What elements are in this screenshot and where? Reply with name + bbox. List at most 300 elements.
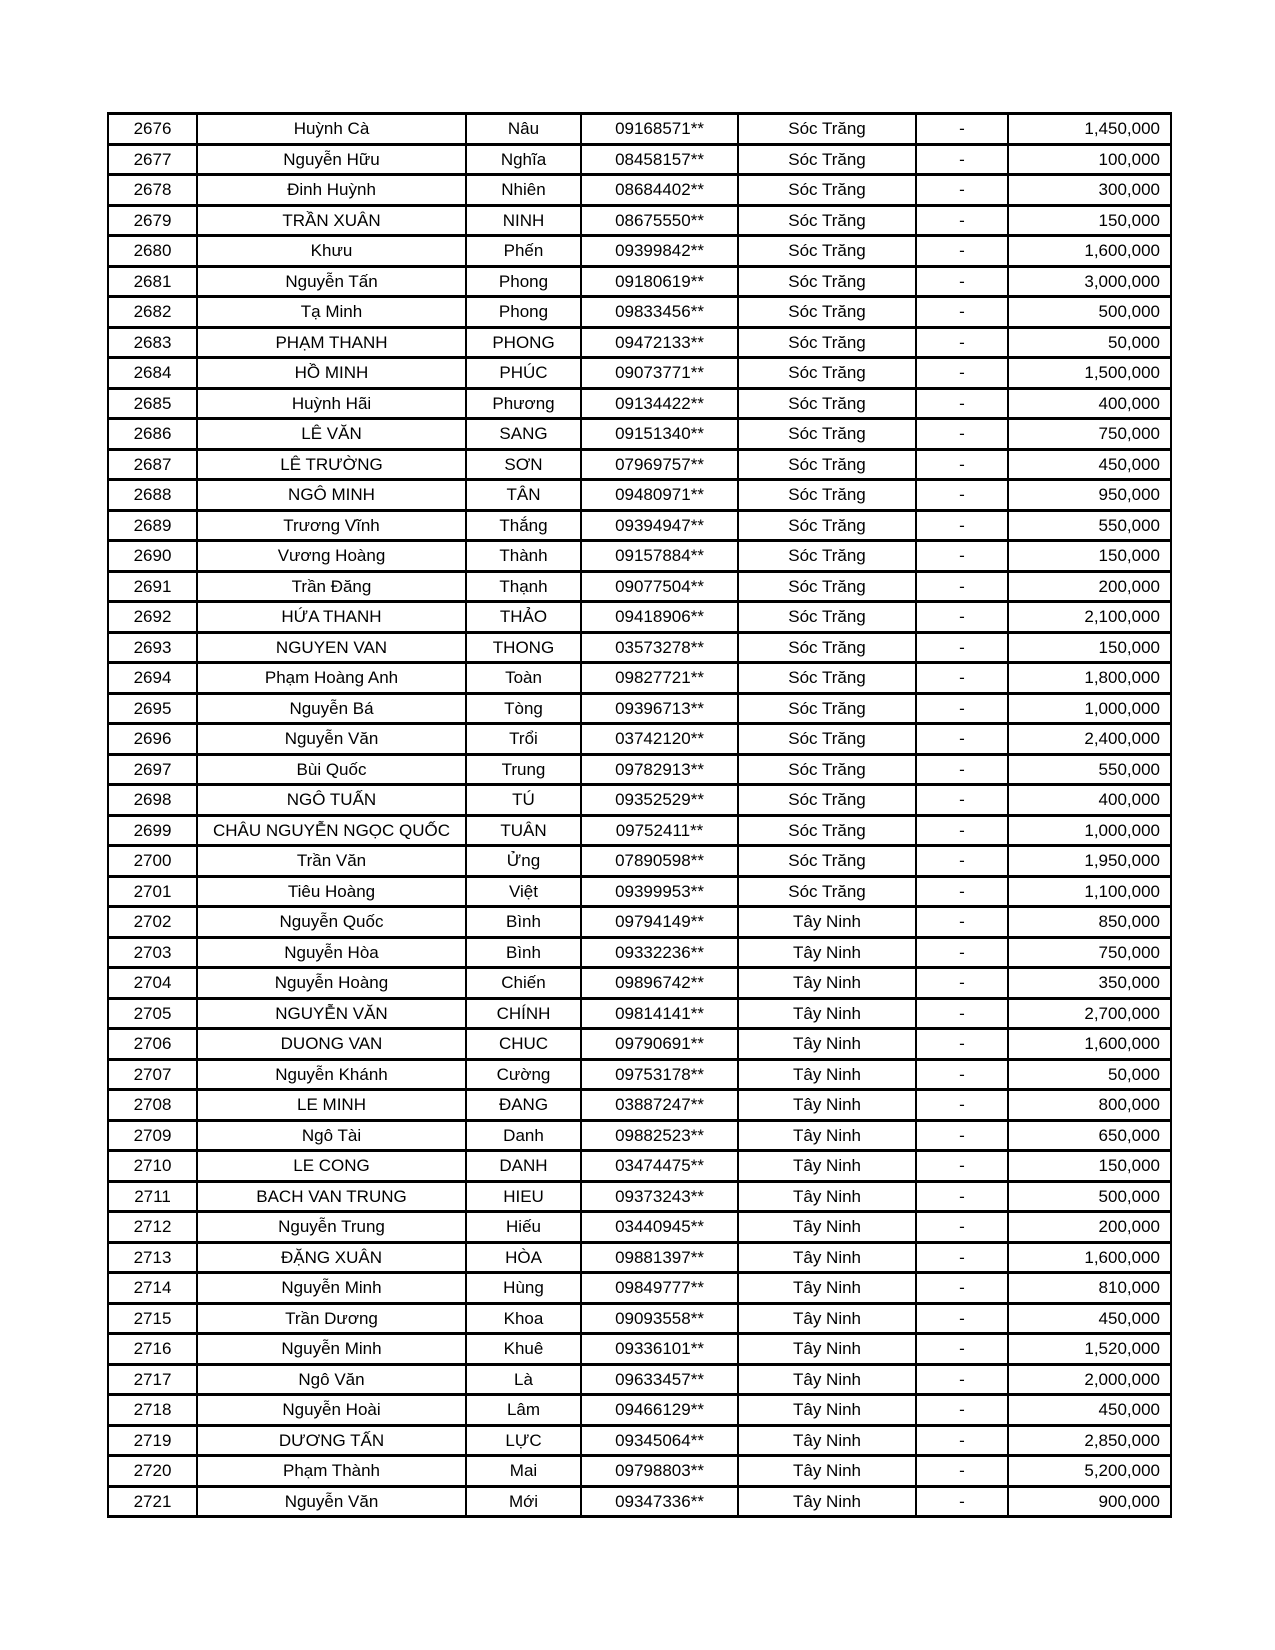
- cell-phone: 03440945**: [581, 1212, 738, 1243]
- table-row: [108, 114, 1171, 145]
- cell-dash: -: [916, 632, 1008, 663]
- table-row: [108, 266, 1171, 297]
- cell-amount: 150,000: [1008, 1151, 1171, 1182]
- cell-phone: 09345064**: [581, 1425, 738, 1456]
- cell-amount: 150,000: [1008, 541, 1171, 572]
- cell-row-number: 2721: [108, 1486, 197, 1517]
- cell-row-number: 2696: [108, 724, 197, 755]
- cell-province: Sóc Trăng: [738, 541, 916, 572]
- cell-amount: 150,000: [1008, 632, 1171, 663]
- cell-first-name: NINH: [466, 205, 581, 236]
- cell-phone: 09134422**: [581, 388, 738, 419]
- cell-last-name: Nguyễn Khánh: [197, 1059, 466, 1090]
- cell-amount: 400,000: [1008, 785, 1171, 816]
- cell-last-name: DƯƠNG TẤN: [197, 1425, 466, 1456]
- cell-amount: 650,000: [1008, 1120, 1171, 1151]
- cell-phone: 09399842**: [581, 236, 738, 267]
- cell-province: Tây Ninh: [738, 1425, 916, 1456]
- cell-dash: -: [916, 1120, 1008, 1151]
- cell-amount: 50,000: [1008, 1059, 1171, 1090]
- cell-row-number: 2709: [108, 1120, 197, 1151]
- cell-last-name: LÊ VĂN: [197, 419, 466, 450]
- cell-first-name: PHÚC: [466, 358, 581, 389]
- table-row: [108, 205, 1171, 236]
- cell-last-name: NGÔ TUẤN: [197, 785, 466, 816]
- cell-province: Tây Ninh: [738, 968, 916, 999]
- table-row: [108, 175, 1171, 206]
- cell-dash: -: [916, 724, 1008, 755]
- cell-amount: 2,850,000: [1008, 1425, 1171, 1456]
- cell-last-name: TRẦN XUÂN: [197, 205, 466, 236]
- cell-province: Sóc Trăng: [738, 388, 916, 419]
- cell-dash: -: [916, 968, 1008, 999]
- cell-row-number: 2704: [108, 968, 197, 999]
- cell-amount: 3,000,000: [1008, 266, 1171, 297]
- cell-province: Sóc Trăng: [738, 663, 916, 694]
- donor-table: [107, 112, 1172, 1518]
- cell-row-number: 2688: [108, 480, 197, 511]
- cell-first-name: Phong: [466, 297, 581, 328]
- cell-amount: 350,000: [1008, 968, 1171, 999]
- cell-dash: -: [916, 541, 1008, 572]
- cell-amount: 450,000: [1008, 1395, 1171, 1426]
- cell-row-number: 2720: [108, 1456, 197, 1487]
- table-row: [108, 907, 1171, 938]
- table-row: [108, 876, 1171, 907]
- cell-dash: -: [916, 1486, 1008, 1517]
- cell-last-name: NGUYỄN VĂN: [197, 998, 466, 1029]
- cell-first-name: Tòng: [466, 693, 581, 724]
- cell-row-number: 2693: [108, 632, 197, 663]
- cell-phone: 09814141**: [581, 998, 738, 1029]
- cell-last-name: Tiêu Hoàng: [197, 876, 466, 907]
- cell-row-number: 2708: [108, 1090, 197, 1121]
- cell-last-name: LÊ TRƯỜNG: [197, 449, 466, 480]
- cell-first-name: CHUC: [466, 1029, 581, 1060]
- cell-amount: 100,000: [1008, 144, 1171, 175]
- cell-province: Sóc Trăng: [738, 419, 916, 450]
- cell-row-number: 2702: [108, 907, 197, 938]
- cell-first-name: Phương: [466, 388, 581, 419]
- cell-first-name: LỰC: [466, 1425, 581, 1456]
- cell-first-name: TÂN: [466, 480, 581, 511]
- cell-first-name: TUÂN: [466, 815, 581, 846]
- table-row: [108, 327, 1171, 358]
- cell-phone: 09151340**: [581, 419, 738, 450]
- cell-row-number: 2689: [108, 510, 197, 541]
- cell-province: Tây Ninh: [738, 1090, 916, 1121]
- cell-last-name: Phạm Thành: [197, 1456, 466, 1487]
- cell-last-name: Nguyễn Văn: [197, 1486, 466, 1517]
- cell-dash: -: [916, 1364, 1008, 1395]
- cell-first-name: Nghĩa: [466, 144, 581, 175]
- cell-amount: 1,800,000: [1008, 663, 1171, 694]
- cell-province: Sóc Trăng: [738, 510, 916, 541]
- cell-first-name: CHÍNH: [466, 998, 581, 1029]
- cell-amount: 500,000: [1008, 297, 1171, 328]
- cell-dash: -: [916, 1029, 1008, 1060]
- cell-province: Tây Ninh: [738, 1273, 916, 1304]
- cell-amount: 550,000: [1008, 754, 1171, 785]
- cell-row-number: 2685: [108, 388, 197, 419]
- cell-first-name: THONG: [466, 632, 581, 663]
- cell-amount: 950,000: [1008, 480, 1171, 511]
- table-row: [108, 1364, 1171, 1395]
- cell-first-name: HÒA: [466, 1242, 581, 1273]
- cell-last-name: HỨA THANH: [197, 602, 466, 633]
- cell-dash: -: [916, 663, 1008, 694]
- cell-phone: 09077504**: [581, 571, 738, 602]
- cell-amount: 1,600,000: [1008, 236, 1171, 267]
- cell-row-number: 2710: [108, 1151, 197, 1182]
- cell-amount: 500,000: [1008, 1181, 1171, 1212]
- cell-province: Sóc Trăng: [738, 815, 916, 846]
- cell-province: Sóc Trăng: [738, 327, 916, 358]
- cell-dash: -: [916, 907, 1008, 938]
- cell-province: Tây Ninh: [738, 1456, 916, 1487]
- cell-dash: -: [916, 1242, 1008, 1273]
- cell-dash: -: [916, 144, 1008, 175]
- cell-row-number: 2715: [108, 1303, 197, 1334]
- cell-amount: 200,000: [1008, 1212, 1171, 1243]
- cell-dash: -: [916, 266, 1008, 297]
- cell-phone: 09827721**: [581, 663, 738, 694]
- cell-dash: -: [916, 358, 1008, 389]
- cell-province: Tây Ninh: [738, 1029, 916, 1060]
- cell-dash: -: [916, 1059, 1008, 1090]
- cell-province: Tây Ninh: [738, 1181, 916, 1212]
- cell-amount: 1,500,000: [1008, 358, 1171, 389]
- cell-last-name: Nguyễn Văn: [197, 724, 466, 755]
- table-row: [108, 815, 1171, 846]
- cell-first-name: Bình: [466, 937, 581, 968]
- cell-last-name: Trương Vĩnh: [197, 510, 466, 541]
- cell-dash: -: [916, 449, 1008, 480]
- cell-phone: 09752411**: [581, 815, 738, 846]
- table-row: [108, 663, 1171, 694]
- cell-dash: -: [916, 1273, 1008, 1304]
- cell-phone: 09782913**: [581, 754, 738, 785]
- cell-row-number: 2699: [108, 815, 197, 846]
- cell-phone: 09798803**: [581, 1456, 738, 1487]
- cell-last-name: Nguyễn Hoài: [197, 1395, 466, 1426]
- table-row: [108, 724, 1171, 755]
- cell-last-name: Ngô Tài: [197, 1120, 466, 1151]
- cell-phone: 09168571**: [581, 114, 738, 145]
- cell-row-number: 2698: [108, 785, 197, 816]
- cell-phone: 09833456**: [581, 297, 738, 328]
- cell-dash: -: [916, 846, 1008, 877]
- cell-row-number: 2694: [108, 663, 197, 694]
- cell-dash: -: [916, 1090, 1008, 1121]
- cell-row-number: 2707: [108, 1059, 197, 1090]
- cell-amount: 1,000,000: [1008, 815, 1171, 846]
- cell-amount: 400,000: [1008, 388, 1171, 419]
- cell-phone: 09480971**: [581, 480, 738, 511]
- cell-first-name: Khuê: [466, 1334, 581, 1365]
- cell-province: Tây Ninh: [738, 1059, 916, 1090]
- cell-phone: 09336101**: [581, 1334, 738, 1365]
- cell-last-name: BACH VAN TRUNG: [197, 1181, 466, 1212]
- cell-last-name: NGÔ MINH: [197, 480, 466, 511]
- cell-row-number: 2701: [108, 876, 197, 907]
- cell-amount: 150,000: [1008, 205, 1171, 236]
- cell-phone: 03573278**: [581, 632, 738, 663]
- cell-row-number: 2677: [108, 144, 197, 175]
- cell-last-name: NGUYEN VAN: [197, 632, 466, 663]
- table-row: [108, 1486, 1171, 1517]
- table-row: [108, 510, 1171, 541]
- cell-last-name: Huỳnh Hãi: [197, 388, 466, 419]
- cell-amount: 810,000: [1008, 1273, 1171, 1304]
- cell-province: Tây Ninh: [738, 1212, 916, 1243]
- cell-province: Tây Ninh: [738, 1303, 916, 1334]
- cell-amount: 750,000: [1008, 937, 1171, 968]
- table-row: [108, 1181, 1171, 1212]
- cell-row-number: 2687: [108, 449, 197, 480]
- table-row: [108, 1090, 1171, 1121]
- cell-province: Sóc Trăng: [738, 175, 916, 206]
- cell-row-number: 2716: [108, 1334, 197, 1365]
- cell-dash: -: [916, 1334, 1008, 1365]
- table-row: [108, 1456, 1171, 1487]
- cell-phone: 09394947**: [581, 510, 738, 541]
- cell-phone: 09396713**: [581, 693, 738, 724]
- cell-phone: 09790691**: [581, 1029, 738, 1060]
- cell-dash: -: [916, 998, 1008, 1029]
- cell-first-name: Ửng: [466, 846, 581, 877]
- cell-dash: -: [916, 571, 1008, 602]
- cell-dash: -: [916, 297, 1008, 328]
- cell-province: Sóc Trăng: [738, 724, 916, 755]
- cell-dash: -: [916, 205, 1008, 236]
- cell-last-name: DUONG VAN: [197, 1029, 466, 1060]
- cell-amount: 450,000: [1008, 449, 1171, 480]
- cell-last-name: Huỳnh Cà: [197, 114, 466, 145]
- cell-first-name: Thạnh: [466, 571, 581, 602]
- cell-first-name: DANH: [466, 1151, 581, 1182]
- table-row: [108, 236, 1171, 267]
- cell-amount: 1,100,000: [1008, 876, 1171, 907]
- cell-dash: -: [916, 480, 1008, 511]
- cell-last-name: Tạ Minh: [197, 297, 466, 328]
- cell-phone: 09157884**: [581, 541, 738, 572]
- table-row: [108, 998, 1171, 1029]
- cell-first-name: ĐANG: [466, 1090, 581, 1121]
- cell-row-number: 2717: [108, 1364, 197, 1395]
- cell-last-name: Phạm Hoàng Anh: [197, 663, 466, 694]
- cell-dash: -: [916, 388, 1008, 419]
- cell-phone: 09466129**: [581, 1395, 738, 1426]
- cell-province: Sóc Trăng: [738, 693, 916, 724]
- cell-last-name: Đinh Huỳnh: [197, 175, 466, 206]
- cell-province: Tây Ninh: [738, 937, 916, 968]
- cell-amount: 300,000: [1008, 175, 1171, 206]
- table-row: [108, 1273, 1171, 1304]
- cell-row-number: 2719: [108, 1425, 197, 1456]
- cell-dash: -: [916, 1151, 1008, 1182]
- cell-amount: 850,000: [1008, 907, 1171, 938]
- cell-phone: 09753178**: [581, 1059, 738, 1090]
- table-row: [108, 693, 1171, 724]
- cell-phone: 03474475**: [581, 1151, 738, 1182]
- cell-amount: 800,000: [1008, 1090, 1171, 1121]
- cell-province: Sóc Trăng: [738, 358, 916, 389]
- cell-dash: -: [916, 327, 1008, 358]
- cell-first-name: HIEU: [466, 1181, 581, 1212]
- table-row: [108, 632, 1171, 663]
- cell-phone: 09881397**: [581, 1242, 738, 1273]
- cell-phone: 09418906**: [581, 602, 738, 633]
- cell-phone: 03887247**: [581, 1090, 738, 1121]
- cell-dash: -: [916, 175, 1008, 206]
- cell-first-name: Là: [466, 1364, 581, 1395]
- cell-amount: 1,000,000: [1008, 693, 1171, 724]
- cell-first-name: Thắng: [466, 510, 581, 541]
- cell-last-name: Bùi Quốc: [197, 754, 466, 785]
- table-row: [108, 358, 1171, 389]
- cell-amount: 5,200,000: [1008, 1456, 1171, 1487]
- cell-phone: 07969757**: [581, 449, 738, 480]
- table-row: [108, 449, 1171, 480]
- table-row: [108, 419, 1171, 450]
- table-row: [108, 1029, 1171, 1060]
- cell-dash: -: [916, 419, 1008, 450]
- cell-first-name: Toàn: [466, 663, 581, 694]
- cell-row-number: 2678: [108, 175, 197, 206]
- cell-last-name: Nguyễn Hòa: [197, 937, 466, 968]
- table-row: [108, 571, 1171, 602]
- table-row: [108, 754, 1171, 785]
- cell-last-name: Vương Hoàng: [197, 541, 466, 572]
- cell-row-number: 2712: [108, 1212, 197, 1243]
- cell-amount: 550,000: [1008, 510, 1171, 541]
- table-row: [108, 1120, 1171, 1151]
- cell-province: Sóc Trăng: [738, 785, 916, 816]
- cell-row-number: 2681: [108, 266, 197, 297]
- cell-first-name: Nâu: [466, 114, 581, 145]
- cell-amount: 1,600,000: [1008, 1029, 1171, 1060]
- cell-province: Sóc Trăng: [738, 480, 916, 511]
- table-row: [108, 602, 1171, 633]
- table-row: [108, 1303, 1171, 1334]
- cell-first-name: Danh: [466, 1120, 581, 1151]
- cell-province: Tây Ninh: [738, 1151, 916, 1182]
- cell-phone: 09399953**: [581, 876, 738, 907]
- table-row: [108, 1334, 1171, 1365]
- table-row: [108, 388, 1171, 419]
- cell-last-name: Nguyễn Bá: [197, 693, 466, 724]
- cell-phone: 09472133**: [581, 327, 738, 358]
- cell-row-number: 2683: [108, 327, 197, 358]
- cell-last-name: Trần Đăng: [197, 571, 466, 602]
- cell-last-name: ĐẶNG XUÂN: [197, 1242, 466, 1273]
- cell-last-name: Nguyễn Minh: [197, 1334, 466, 1365]
- table-row: [108, 937, 1171, 968]
- cell-row-number: 2680: [108, 236, 197, 267]
- cell-amount: 1,520,000: [1008, 1334, 1171, 1365]
- cell-province: Sóc Trăng: [738, 236, 916, 267]
- cell-last-name: Nguyễn Quốc: [197, 907, 466, 938]
- cell-row-number: 2691: [108, 571, 197, 602]
- cell-dash: -: [916, 1456, 1008, 1487]
- cell-row-number: 2706: [108, 1029, 197, 1060]
- cell-dash: -: [916, 785, 1008, 816]
- cell-phone: 03742120**: [581, 724, 738, 755]
- cell-amount: 750,000: [1008, 419, 1171, 450]
- cell-province: Sóc Trăng: [738, 297, 916, 328]
- cell-phone: 09347336**: [581, 1486, 738, 1517]
- cell-first-name: Trung: [466, 754, 581, 785]
- table-row: [108, 1425, 1171, 1456]
- cell-dash: -: [916, 1212, 1008, 1243]
- cell-amount: 2,000,000: [1008, 1364, 1171, 1395]
- cell-amount: 450,000: [1008, 1303, 1171, 1334]
- cell-first-name: THẢO: [466, 602, 581, 633]
- cell-first-name: PHONG: [466, 327, 581, 358]
- cell-row-number: 2713: [108, 1242, 197, 1273]
- cell-province: Tây Ninh: [738, 1120, 916, 1151]
- cell-row-number: 2714: [108, 1273, 197, 1304]
- cell-province: Tây Ninh: [738, 1334, 916, 1365]
- cell-phone: 09332236**: [581, 937, 738, 968]
- cell-dash: -: [916, 236, 1008, 267]
- donor-table-body: [108, 114, 1171, 1517]
- table-row: [108, 1395, 1171, 1426]
- cell-amount: 200,000: [1008, 571, 1171, 602]
- table-row: [108, 297, 1171, 328]
- cell-first-name: Khoa: [466, 1303, 581, 1334]
- cell-province: Sóc Trăng: [738, 266, 916, 297]
- cell-first-name: Cường: [466, 1059, 581, 1090]
- cell-first-name: SƠN: [466, 449, 581, 480]
- cell-row-number: 2695: [108, 693, 197, 724]
- cell-province: Tây Ninh: [738, 1486, 916, 1517]
- cell-phone: 09794149**: [581, 907, 738, 938]
- table-row: [108, 846, 1171, 877]
- cell-province: Sóc Trăng: [738, 876, 916, 907]
- cell-first-name: Phong: [466, 266, 581, 297]
- cell-province: Sóc Trăng: [738, 846, 916, 877]
- cell-amount: 50,000: [1008, 327, 1171, 358]
- cell-row-number: 2711: [108, 1181, 197, 1212]
- cell-amount: 1,950,000: [1008, 846, 1171, 877]
- cell-last-name: Trần Dương: [197, 1303, 466, 1334]
- cell-row-number: 2676: [108, 114, 197, 145]
- cell-dash: -: [916, 937, 1008, 968]
- cell-dash: -: [916, 754, 1008, 785]
- cell-last-name: Ngô Văn: [197, 1364, 466, 1395]
- cell-last-name: LE CONG: [197, 1151, 466, 1182]
- cell-last-name: Nguyễn Hữu: [197, 144, 466, 175]
- cell-phone: 09373243**: [581, 1181, 738, 1212]
- cell-last-name: Nguyễn Minh: [197, 1273, 466, 1304]
- cell-dash: -: [916, 602, 1008, 633]
- cell-phone: 08675550**: [581, 205, 738, 236]
- cell-first-name: TÚ: [466, 785, 581, 816]
- cell-amount: 2,700,000: [1008, 998, 1171, 1029]
- cell-first-name: Việt: [466, 876, 581, 907]
- table-row: [108, 541, 1171, 572]
- cell-province: Sóc Trăng: [738, 205, 916, 236]
- cell-dash: -: [916, 1425, 1008, 1456]
- cell-phone: 09093558**: [581, 1303, 738, 1334]
- cell-phone: 09849777**: [581, 1273, 738, 1304]
- table-row: [108, 1151, 1171, 1182]
- cell-province: Sóc Trăng: [738, 632, 916, 663]
- cell-province: Sóc Trăng: [738, 114, 916, 145]
- cell-phone: 09882523**: [581, 1120, 738, 1151]
